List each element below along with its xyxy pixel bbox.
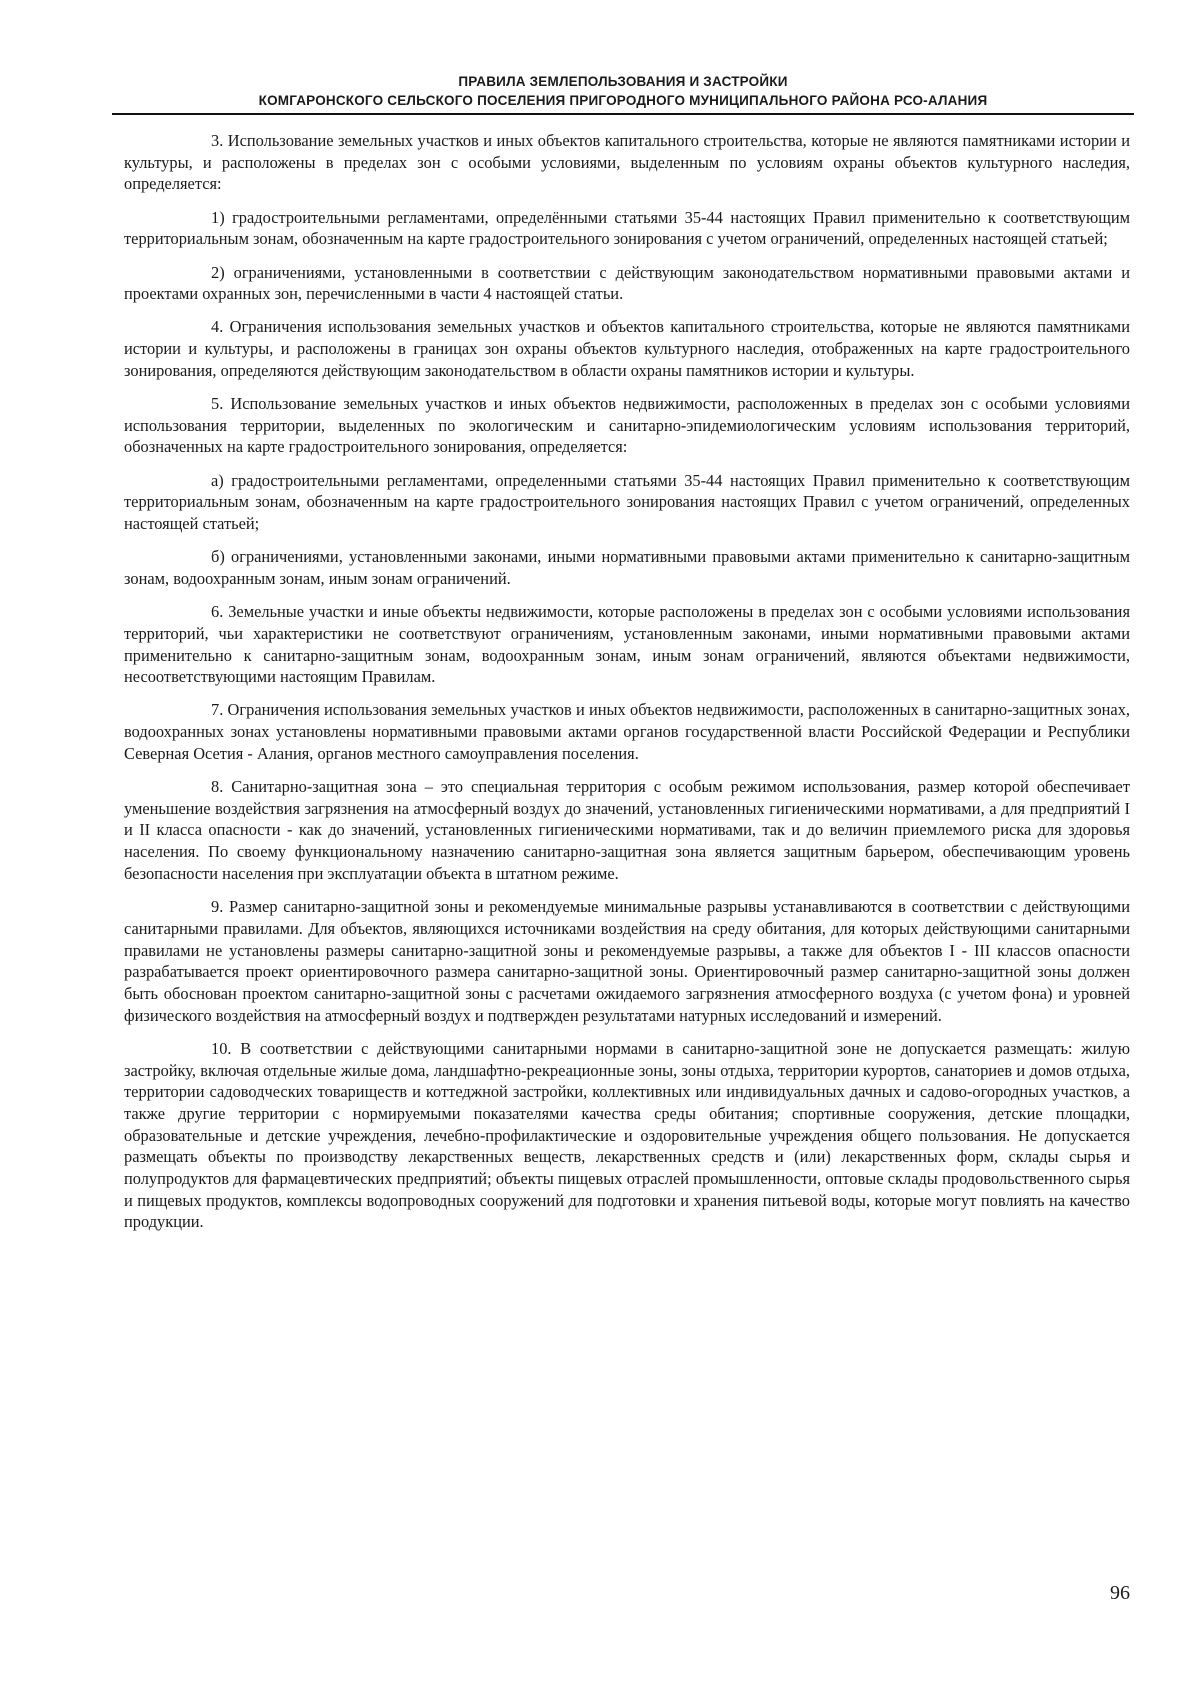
paragraph-8: 8. Санитарно-защитная зона – это специальная территория с особым режимом использования, размер которой обеспечивает уменьшение воздействия загрязнения на атмосферный воздух до значений, установленных гигиеническими нормативами, а для предприятий I и II класса опасности - как до значений, установленных гигиеническими нормативами, так и до величин приемлемого риска для здоровья населения. По своему функциональному назначению санитарно-защитная зона является защитным барьером, обеспечивающим уровень безопасности населения при эксплуатации объекта в штатном режиме. xyxy=(124,777,1130,883)
page-number: 96 xyxy=(1110,1582,1130,1604)
paragraph-7: 7. Ограничения использования земельных участков и иных объектов недвижимости, расположенных в санитарно-защитных зонах, водоохранных зонах установлены нормативными правовыми актами органов государственной власти Российской Федерации и Республики Северная Осетия - Алания, органов местного самоуправления поселения. xyxy=(124,700,1130,763)
paragraph-9: 9. Размер санитарно-защитной зоны и рекомендуемые минимальные разрывы устанавливаются в соответствии с действующими санитарными правилами. Для объектов, являющихся источниками воздействия на среду обитания, для которых действующими санитарными правилами не установлены размеры санитарно-защитной зоны и рекомендуемые разрывы, а также для объектов I - III классов опасности разрабатывается проект ориентировочного размера санитарно-защитной зоны. Ориентировочный размер санитарно-защитной зоны должен быть обоснован проектом санитарно-защитной зоны с расчетами ожидаемого загрязнения атмосферного воздуха (с учетом фона) и уровней физического воздействия на атмосферный воздух и подтвержден результатами натурных исследований и измерений. xyxy=(124,897,1130,1025)
running-header xyxy=(112,72,1134,115)
document-body xyxy=(124,130,1130,1245)
paragraph-5-item-b: б) ограничениями, установленными законами, иными нормативными правовыми актами применительно к санитарно-защитным зонам, водоохранным зонам, иным зонам ограничений. xyxy=(124,547,1130,588)
header-title-line-1: ПРАВИЛА ЗЕМЛЕПОЛЬЗОВАНИЯ И ЗАСТРОЙКИ xyxy=(458,74,788,89)
paragraph-10: 10. В соответствии с действующими санитарными нормами в санитарно-защитной зоне не допускается размещать: жилую застройку, включая отдельные жилые дома, ландшафтно-рекреационные зоны, зоны отдыха, территории курортов, санаториев и домов отдыха, территории садоводческих товариществ и коттеджной застройки, коллективных или индивидуальных дачных и садово-огородных участков, а также другие территории с нормируемыми показателями качества среды обитания; спортивные сооружения, детские площадки, образовательные и детские учреждения, лечебно-профилактические и оздоровительные учреждения общего пользования. Не допускается размещать объекты по производству лекарственных веществ, лекарственных средств и (или) лекарственных форм, склады сырья и полупродуктов для фармацевтических предприятий; объекты пищевых отраслей промышленности, оптовые склады продовольственного сырья и пищевых продуктов, комплексы водопроводных сооружений для подготовки и хранения питьевой воды, которые могут повлиять на качество продукции. xyxy=(124,1038,1130,1232)
paragraph-6: 6. Земельные участки и иные объекты недвижимости, которые расположены в пределах зон с особыми условиями использования территорий, чьи характеристики не соответствуют ограничениям, установленным законами, иными нормативными правовыми актами применительно к санитарно-защитным зонам, водоохранным зонам, иным зонам ограничений, являются объектами недвижимости, несоответствующими настоящим Правилам. xyxy=(124,602,1130,687)
paragraph-3-item-2: 2) ограничениями, установленными в соответствии с действующим законодательством нормативными правовыми актами и проектами охранных зон, перечисленными в части 4 настоящей статьи. xyxy=(124,262,1130,304)
paragraph-5-item-a: а) градостроительными регламентами, определенными статьями 35-44 настоящих Правил применительно к соответствующим территориальным зонам, обозначенным на карте градостроительного зонирования настоящих Правил с учетом ограничений, определенных настоящей статьей; xyxy=(124,470,1130,534)
paragraph-4: 4. Ограничения использования земельных участков и объектов капитального строительства, которые не являются памятниками истории и культуры, и расположены в границах зон охраны объектов культурного наследия, отображенных на карте градостроительного зонирования, определяются действующим законодательством в области охраны памятников истории и культуры. xyxy=(124,317,1130,380)
paragraph-5: 5. Использование земельных участков и иных объектов недвижимости, расположенных в пределах зон с особыми условиями использования территории, выделенных по экологическим и санитарно-эпидемиологическим условиям использования территорий, обозначенных на карте градостроительного зонирования, определяется: xyxy=(124,394,1130,457)
header-title-line-2: КОМГАРОНСКОГО СЕЛЬСКОГО ПОСЕЛЕНИЯ ПРИГОРОДНОГО МУНИЦИПАЛЬНОГО РАЙОНА РСО-АЛАНИЯ xyxy=(258,93,988,108)
paragraph-3: 3. Использование земельных участков и иных объектов капитального строительства, которые не являются памятниками истории и культуры, и расположены в пределах зон с особыми условиями, выделенным по условиям охраны объектов культурного наследия, определяется: xyxy=(124,131,1130,194)
paragraph-3-item-1: 1) градостроительными регламентами, определёнными статьями 35-44 настоящих Правил применительно к соответствующим территориальным зонам, обозначенным на карте градостроительного зонирования с учетом ограничений, определенных настоящей статьей; xyxy=(124,207,1130,249)
